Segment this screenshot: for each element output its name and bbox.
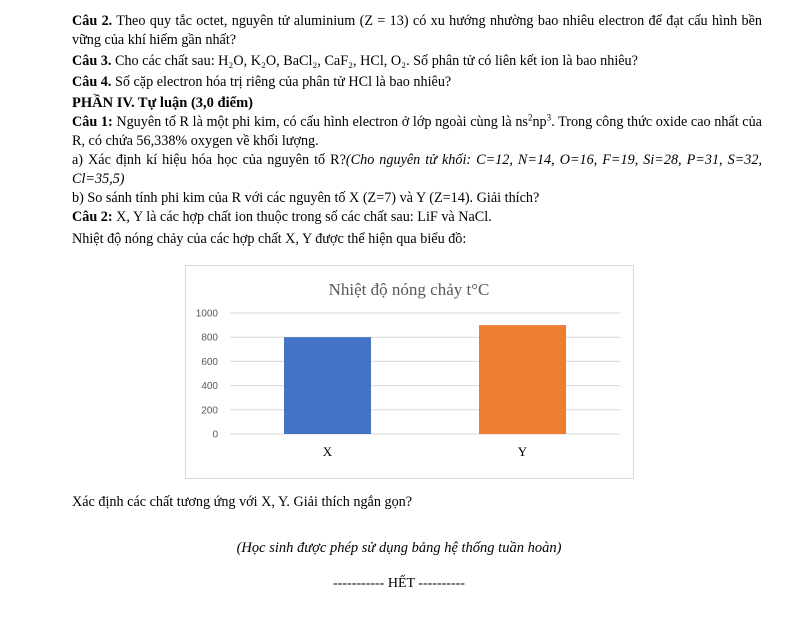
y-tick-label: 800 [201,332,218,344]
exam-page [72,12,762,249]
y-tick-label: 200 [201,405,218,417]
chart-intro: Nhiệt độ nóng chảy của các hợp chất X, Y được thể hiện qua biểu đồ: [72,231,467,247]
c1-np: np [532,114,547,130]
c2-label: Câu 2: [72,209,113,225]
q4-label: Câu 4. [72,74,112,90]
q3-label: Câu 3. [72,53,112,69]
q2-text: Theo quy tắc octet, nguyên tử aluminium (Z = 13) có xu hướng nhường bao nhiêu electron để đạt cấu hình bền vững của khí hiếm gần nhất? [72,13,763,48]
question-2 [72,12,762,50]
chart-title: Nhiệt độ nóng chảy t°C [328,280,490,299]
c1-sup-1: 2 [527,112,533,123]
y-tick-label: 600 [201,356,218,368]
q2-label: Câu 2. [72,13,113,29]
c1a-text: a) Xác định kí hiệu hóa học của nguyên tố R? [72,152,346,168]
q4-text: Số cặp electron hóa trị riêng của phân tử HCl là bao nhiêu? [111,74,452,90]
c1-text-a: Nguyên tố R là một phi kim, có cấu hình electron ở lớp ngoài cùng là ns [112,114,528,130]
y-tick-label: 0 [212,429,218,441]
q3-text: Cho các chất sau: H₂O, K₂O, BaCl₂, CaF₂, HCl, O₂. Số phân tử có liên kết ion là bao nhiêu? [111,53,638,69]
x-tick-label: X [322,444,333,459]
c1-text-b: . Trong công thức oxide cao nhất của R, có chứa 56,338% oxygen về khối lượng. [72,114,762,149]
question-4 [72,73,762,92]
melting-point-chart [185,265,634,479]
y-tick-label: 1000 [195,308,218,320]
c1-label: Câu 1: [72,114,113,130]
bar-x [284,337,371,434]
question-3 [72,52,762,71]
c1-sup-2: 3 [546,112,552,123]
x-tick-label: Y [517,444,528,459]
bar-y [479,325,566,434]
c2-text: X, Y là các hợp chất ion thuộc trong số các chất sau: LiF và NaCl. [112,209,492,225]
periodic-table-note: (Học sinh được phép sử dụng bảng hệ thống tuần hoàn) [236,540,562,556]
essay-question-2 [72,208,762,227]
end-mark: ----------- HẾT ---------- [333,576,465,591]
after-chart-question: Xác định các chất tương ứng với X, Y. Giải thích ngắn gọn? [72,494,413,510]
essay-question-1 [72,113,762,151]
y-tick-label: 400 [201,381,218,393]
c1a-atomic-masses: (Cho nguyên tử khối: C=12, N=14, O=16, F=19, Si=28, P=31, S=32, Cl=35,5) [72,152,763,187]
essay-question-1a [72,151,762,189]
section-heading: PHẦN IV. Tự luận (3,0 điểm) [72,95,253,111]
essay-question-1b: b) So sánh tính phi kim của R với các nguyên tố X (Z=7) và Y (Z=14). Giải thích? [72,190,540,206]
chart-svg [186,266,633,478]
